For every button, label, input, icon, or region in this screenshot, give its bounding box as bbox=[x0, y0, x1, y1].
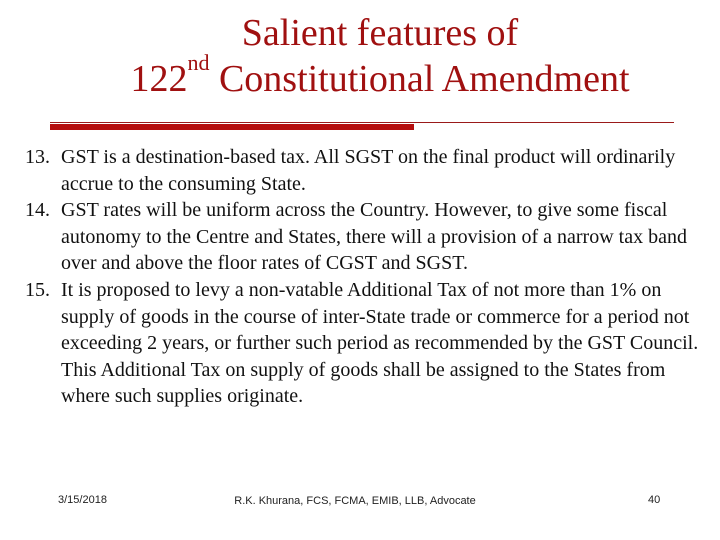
slide-title bbox=[60, 10, 700, 102]
footer-page-number: 40 bbox=[648, 494, 661, 506]
list-item bbox=[25, 277, 705, 410]
title-ordinal-suffix: nd bbox=[187, 50, 210, 75]
item-text: It is proposed to levy a non-vatable Additional Tax of not more than 1% on supply of goods in the course of inter-State trade or commerce for a period not exceeding 2 years, or further such period as recommended by the GST Council. This Additional Tax on supply of goods shall be assigned to the States from where such supplies originate. bbox=[61, 278, 699, 408]
footer-author: R.K. Khurana, FCS, FCMA, EMIB, LLB, Advocate bbox=[234, 495, 476, 507]
list-item bbox=[25, 197, 705, 277]
title-line-2 bbox=[60, 50, 700, 102]
title-amendment-number: 122 bbox=[130, 58, 188, 100]
item-number: 13. bbox=[25, 146, 50, 168]
item-number: 15. bbox=[25, 278, 50, 301]
title-divider-accent bbox=[50, 124, 414, 130]
title-line-1: Salient features of bbox=[241, 12, 519, 54]
item-text: GST rates will be uniform across the Country. However, to give some fiscal autonomy to the Centre and States, there will a provision of a narrow tax band over and above the floor rates of CGST and SGST. bbox=[61, 199, 687, 275]
title-amendment-text: Constitutional Amendment bbox=[209, 58, 630, 100]
item-number: 14. bbox=[25, 199, 50, 222]
title-divider-thin bbox=[50, 122, 674, 123]
features-list bbox=[25, 144, 705, 410]
footer-date: 3/15/2018 bbox=[58, 494, 107, 506]
list-item bbox=[25, 144, 705, 197]
item-text: GST is a destination-based tax. All SGST on the final product will ordinarily accrue to the consuming State. bbox=[61, 146, 676, 195]
